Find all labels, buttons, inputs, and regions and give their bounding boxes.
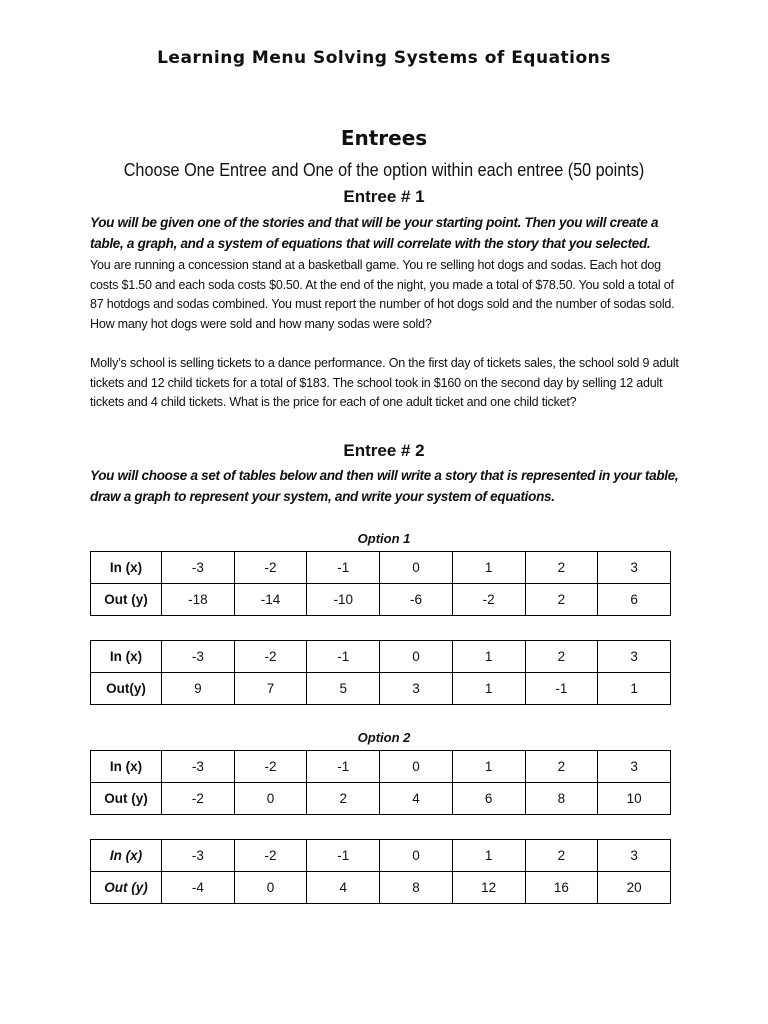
table-row-in: [91, 840, 671, 872]
table-cell: 1: [452, 673, 525, 705]
table-cell: -3: [162, 840, 235, 872]
table-cell: 1: [452, 552, 525, 584]
table-cell: 2: [525, 840, 598, 872]
row-header-in: In (x): [91, 552, 162, 584]
table-cell: -1: [307, 840, 380, 872]
table-cell: 2: [525, 641, 598, 673]
table-row-in: [91, 552, 671, 584]
table-cell: -2: [234, 751, 307, 783]
table-cell: -2: [234, 840, 307, 872]
table-cell: -3: [162, 552, 235, 584]
row-header-in: In (x): [91, 840, 162, 872]
table-cell: 5: [307, 673, 380, 705]
table-row-out: [91, 584, 671, 616]
table-cell: -2: [452, 584, 525, 616]
table-cell: 7: [234, 673, 307, 705]
table-cell: 6: [452, 783, 525, 815]
table-cell: 0: [234, 872, 307, 904]
table-cell: 1: [598, 673, 671, 705]
option-2-label: Option 2: [357, 730, 411, 745]
option-2-table-1: [90, 750, 671, 815]
table-row-in: [91, 641, 671, 673]
table-cell: -2: [234, 552, 307, 584]
row-header-out: Out(y): [91, 673, 162, 705]
entree-2-instructions: You will choose a set of tables below and then will write a story that is represented in your table, draw a graph to represent your system, and write your system of equations.: [90, 468, 679, 504]
table-cell: -10: [307, 584, 380, 616]
table-cell: 9: [162, 673, 235, 705]
table-cell: 2: [525, 584, 598, 616]
row-header-in: In (x): [91, 641, 162, 673]
row-header-out: Out (y): [91, 872, 162, 904]
table-cell: 3: [380, 673, 453, 705]
table-row-in: [91, 751, 671, 783]
section-title: Entrees: [340, 126, 428, 150]
table-row-out: [91, 872, 671, 904]
table-cell: -4: [162, 872, 235, 904]
option-2-table-2: [90, 839, 671, 904]
table-cell: -14: [234, 584, 307, 616]
table-cell: 10: [598, 783, 671, 815]
table-cell: 12: [452, 872, 525, 904]
table-cell: 3: [598, 840, 671, 872]
table-cell: -2: [162, 783, 235, 815]
document-title: Learning Menu Solving Systems of Equations: [157, 48, 611, 68]
table-cell: 0: [234, 783, 307, 815]
table-cell: -1: [307, 751, 380, 783]
table-cell: 4: [307, 872, 380, 904]
table-cell: -1: [307, 641, 380, 673]
table-cell: 3: [598, 751, 671, 783]
entree-1-instructions: You will be given one of the stories and that will be your starting point. Then you will create a table, a graph, and a system of equations that will correlate with the story that you selected.: [90, 215, 659, 251]
table-cell: 2: [307, 783, 380, 815]
table-cell: -3: [162, 751, 235, 783]
table-cell: 3: [598, 552, 671, 584]
table-cell: 3: [598, 641, 671, 673]
entree-1-story-tickets: Molly’s school is selling tickets to a dance performance. On the first day of tickets sales, the school sold 9 adult tickets and 12 child tickets for a total of $183. The school took in $160 on the second day by selling 12 adult tickets and 4 child tickets. What is the price for each of one adult ticket and one child ticket?: [90, 356, 679, 409]
option-1-label: Option 1: [357, 531, 411, 546]
table-cell: -18: [162, 584, 235, 616]
option-1-table-2: [90, 640, 671, 705]
table-row-out: [91, 783, 671, 815]
entree-1-story-concession: You are running a concession stand at a basketball game. You re selling hot dogs and sodas. Each hot dog costs $1.50 and each soda costs $0.50. At the end of the night, you made a total of $78.50. You sold a total of 87 hotdogs and sodas combined. You must report the number of hot dogs sold and the number of sodas sold. How many hot dogs were sold and how many sodas were sold?: [90, 258, 675, 331]
table-cell: 8: [525, 783, 598, 815]
table-cell: -3: [162, 641, 235, 673]
table-cell: 0: [380, 641, 453, 673]
table-cell: 1: [452, 751, 525, 783]
table-cell: 2: [525, 751, 598, 783]
table-cell: 6: [598, 584, 671, 616]
table-row-out: [91, 673, 671, 705]
row-header-out: Out (y): [91, 783, 162, 815]
entree-2-heading: Entree # 2: [343, 441, 425, 460]
entree-1-heading: Entree # 1: [343, 187, 425, 206]
row-header-in: In (x): [91, 751, 162, 783]
table-cell: -2: [234, 641, 307, 673]
table-cell: -6: [380, 584, 453, 616]
section-subtitle: Choose One Entree and One of the option within each entree (50 points): [123, 160, 645, 180]
table-cell: 8: [380, 872, 453, 904]
table-cell: 0: [380, 751, 453, 783]
table-cell: 4: [380, 783, 453, 815]
table-cell: 0: [380, 840, 453, 872]
row-header-out: Out (y): [91, 584, 162, 616]
table-cell: -1: [525, 673, 598, 705]
table-cell: 20: [598, 872, 671, 904]
table-cell: 1: [452, 840, 525, 872]
table-cell: 2: [525, 552, 598, 584]
table-cell: 1: [452, 641, 525, 673]
table-cell: -1: [307, 552, 380, 584]
table-cell: 16: [525, 872, 598, 904]
option-1-table-1: [90, 551, 671, 616]
table-cell: 0: [380, 552, 453, 584]
